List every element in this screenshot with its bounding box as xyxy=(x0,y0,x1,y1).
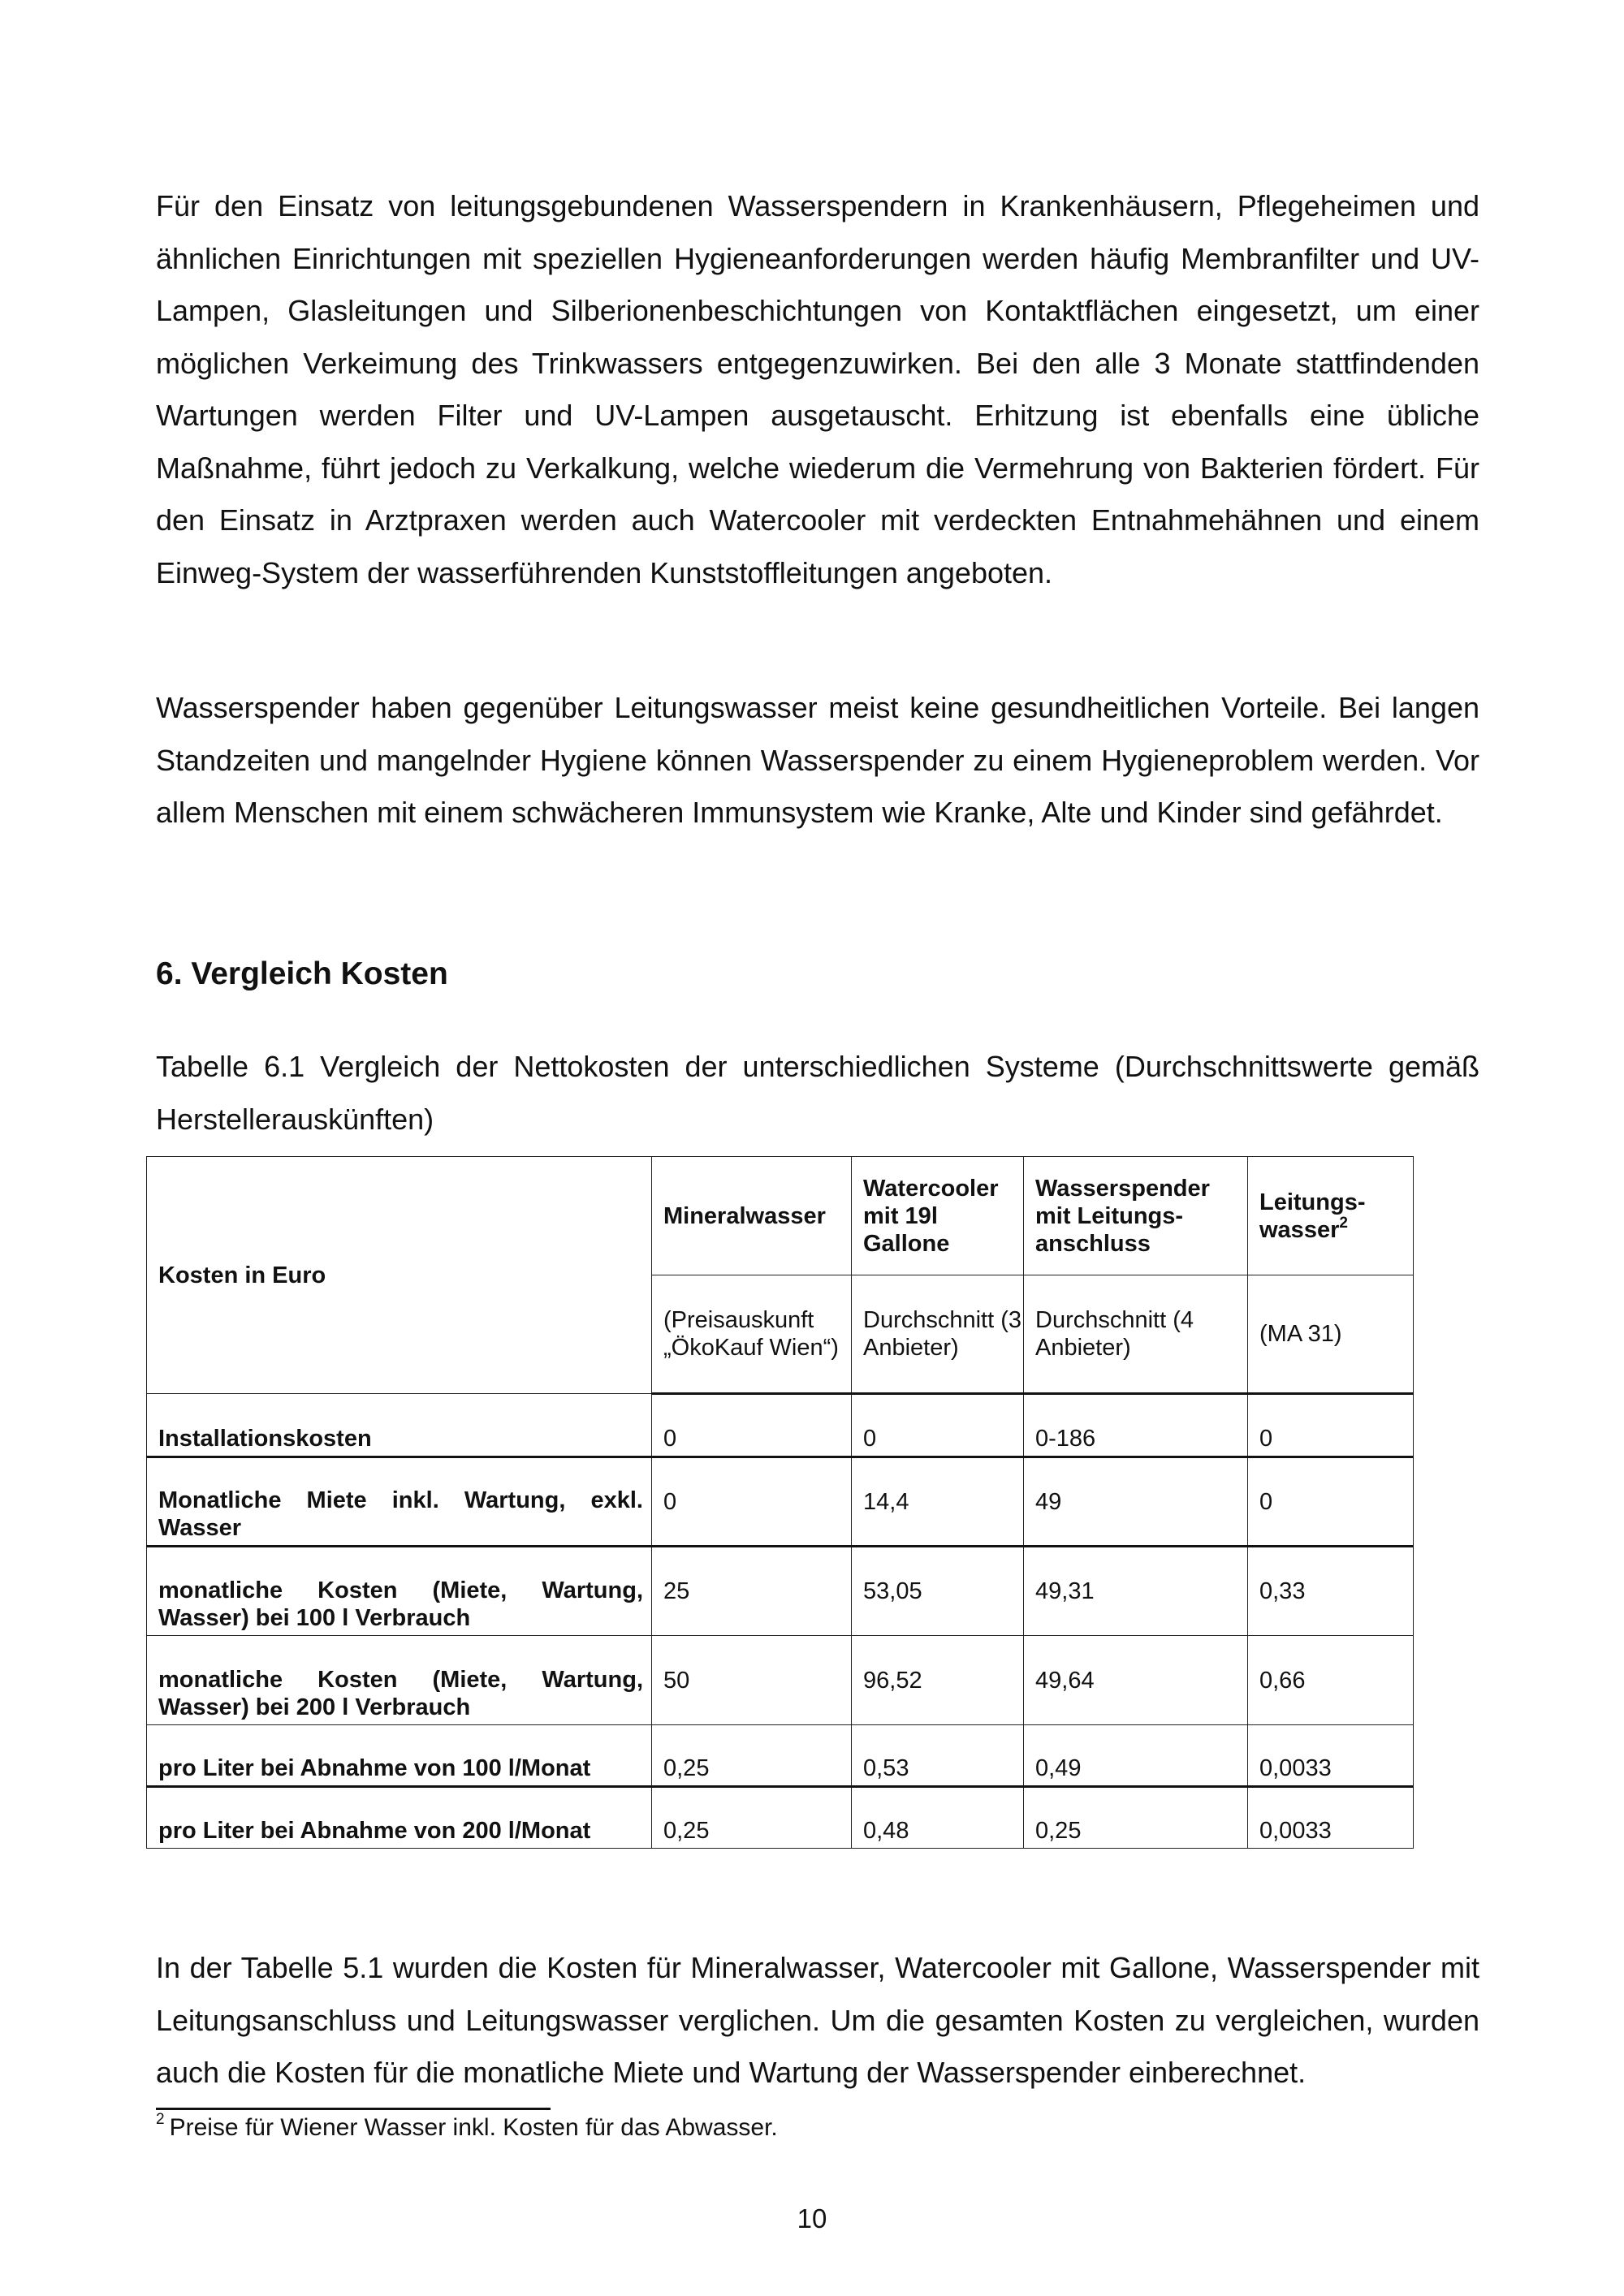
page-number: 10 xyxy=(797,2203,827,2233)
table-cell: 0 xyxy=(652,1394,852,1457)
row-label: monatliche Kosten (Miete, Wartung, Wasser) bei 200 l Verbrauch xyxy=(147,1636,652,1725)
table-row xyxy=(147,1457,1414,1547)
table-cell: 0,53 xyxy=(852,1725,1024,1787)
table-row xyxy=(147,1547,1414,1636)
table-cell: 0 xyxy=(852,1394,1024,1457)
table-cell: 25 xyxy=(652,1547,852,1636)
row-label: Installationskosten xyxy=(147,1394,652,1457)
table-cell: 49,31 xyxy=(1024,1547,1248,1636)
table-cell: 0,0033 xyxy=(1248,1725,1414,1787)
table-cell: 49,64 xyxy=(1024,1636,1248,1725)
table-header-row xyxy=(147,1157,1414,1275)
table-cell: 0 xyxy=(1248,1394,1414,1457)
column-source: (Preisauskunft „ÖkoKauf Wien“) xyxy=(652,1275,852,1394)
table-row xyxy=(147,1787,1414,1849)
table-cell: 0,49 xyxy=(1024,1725,1248,1787)
column-source: Durchschnitt (4 Anbieter) xyxy=(1024,1275,1248,1394)
cost-comparison-table xyxy=(146,1156,1414,1849)
column-source: Durchschnitt (3 Anbieter) xyxy=(852,1275,1024,1394)
footnote-text: Preise für Wiener Wasser inkl. Kosten für das Abwasser. xyxy=(169,2114,778,2141)
paragraph-table-summary: In der Tabelle 5.1 wurden die Kosten für Mineralwasser, Watercooler mit Gallone, Wasserspender mit Leitungsanschluss und Leitungswasser verglichen. Um die gesamten Kosten zu vergleichen, wurden auch die Kosten für die monatliche Miete und Wartung der Wasserspender einberechnet. xyxy=(156,1951,1479,2089)
column-header: Wasserspender mit Leitungs-anschluss xyxy=(1024,1157,1248,1275)
table-row xyxy=(147,1394,1414,1457)
table-cell: 0,0033 xyxy=(1248,1787,1414,1849)
paragraph-hygiene-measures: Für den Einsatz von leitungsgebundenen Wasserspendern in Krankenhäusern, Pflegeheimen und ähnlichen Einrichtungen mit speziellen Hygieneanforderungen werden häufig Membranfilter und UV-Lampen, Glasleitungen und Silberionenbeschichtungen von Kontaktflächen eingesetzt, um einer möglichen Verkeimung des Trinkwassers entgegenzuwirken. Bei den alle 3 Monate stattfindenden Wartungen werden Filter und UV-Lampen ausgetauscht. Erhitzung ist ebenfalls eine übliche Maßnahme, führt jedoch zu Verkalkung, welche wiederum die Vermehrung von Bakterien fördert. Für den Einsatz in Arztpraxen werden auch Watercooler mit verdeckten Entnahmehähnen und einem Einweg-System der wasserführenden Kunststoffleitungen angeboten. xyxy=(156,189,1479,589)
footnote-marker: 2 xyxy=(1339,1214,1348,1232)
footnote-marker: 2 xyxy=(156,2111,165,2128)
column-header-text: Leitungs-wasser xyxy=(1259,1189,1366,1243)
table-cell: 0 xyxy=(652,1457,852,1547)
table-cell: 0,48 xyxy=(852,1787,1024,1849)
table-cell: 14,4 xyxy=(852,1457,1024,1547)
paragraph-health-benefits: Wasserspender haben gegenüber Leitungswasser meist keine gesundheitlichen Vorteile. Bei langen Standzeiten und mangelnder Hygiene können Wasserspender zu einem Hygieneproblem werden. Vor allem Menschen mit einem schwächeren Immunsystem wie Kranke, Alte und Kinder sind gefährdet. xyxy=(156,691,1479,829)
footnote-separator xyxy=(156,2108,551,2110)
table-caption: Tabelle 6.1 Vergleich der Nettokosten der unterschiedlichen Systeme (Durchschnittswerte gemäß Herstellerauskünften) xyxy=(156,1050,1479,1136)
table-cell: 0,25 xyxy=(652,1787,852,1849)
row-label: pro Liter bei Abnahme von 100 l/Monat xyxy=(147,1725,652,1787)
table-cell: 0,33 xyxy=(1248,1547,1414,1636)
table-corner-label: Kosten in Euro xyxy=(147,1157,652,1394)
row-label: pro Liter bei Abnahme von 200 l/Monat xyxy=(147,1787,652,1849)
table-cell: 53,05 xyxy=(852,1547,1024,1636)
table-cell: 0,25 xyxy=(1024,1787,1248,1849)
column-header: Mineralwasser xyxy=(652,1157,852,1275)
table-cell: 0 xyxy=(1248,1457,1414,1547)
row-label: monatliche Kosten (Miete, Wartung, Wasser) bei 100 l Verbrauch xyxy=(147,1547,652,1636)
table-cell: 0-186 xyxy=(1024,1394,1248,1457)
section-heading: 6. Vergleich Kosten xyxy=(156,956,448,991)
column-source: (MA 31) xyxy=(1248,1275,1414,1394)
table-row xyxy=(147,1725,1414,1787)
table-row xyxy=(147,1636,1414,1725)
table-cell: 49 xyxy=(1024,1457,1248,1547)
table-cell: 0,25 xyxy=(652,1725,852,1787)
table-cell: 96,52 xyxy=(852,1636,1024,1725)
footnote xyxy=(156,2111,778,2142)
row-label: Monatliche Miete inkl. Wartung, exkl. Wasser xyxy=(147,1457,652,1547)
table-cell: 0,66 xyxy=(1248,1636,1414,1725)
column-header: Watercooler mit 19l Gallone xyxy=(852,1157,1024,1275)
table-cell: 50 xyxy=(652,1636,852,1725)
column-header xyxy=(1248,1157,1414,1275)
